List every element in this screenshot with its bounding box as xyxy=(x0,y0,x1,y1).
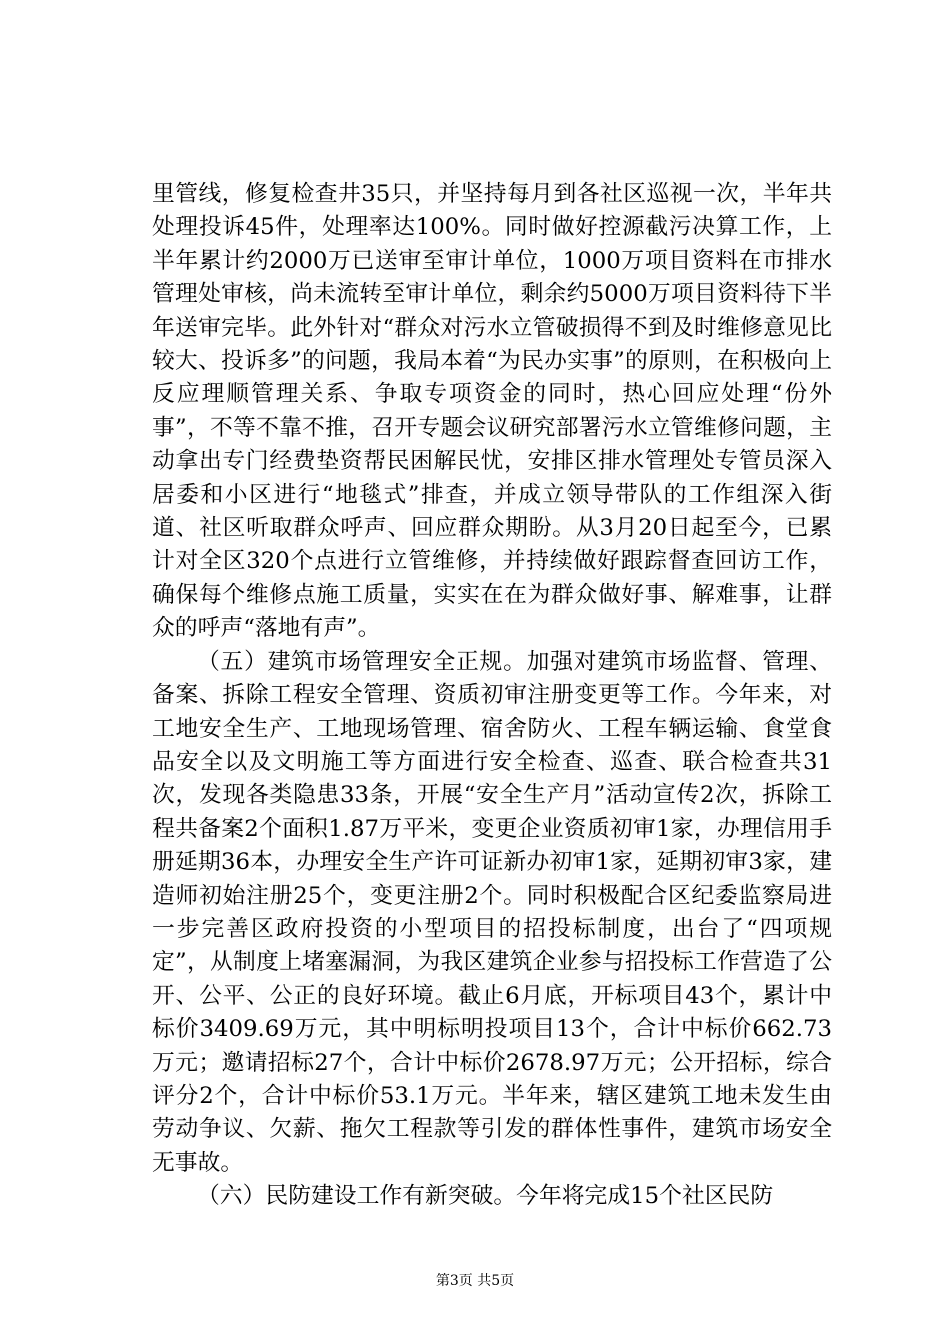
document-body xyxy=(152,178,832,1214)
paragraph-section-six: （六）民防建设工作有新突破。今年将完成15个社区民防 xyxy=(197,1183,774,1210)
paragraph-continuation: 里管线，修复检查井35只，并坚持每月到各社区巡视一次，半年共处理投诉45件，处理率达100%。同时做好控源截污决算工作，上半年累计约2000万已送审至审计单位，1000万项目资料在市排水管理处审核，尚未流转至审计单位，剩余约5000万项目资料待下半年送审完毕。此外针对“群众对污水立管破损得不到及时维修意见比较大、投诉多”的问题，我局本着“为民办实事”的原则，在积极向上反应理顺管理关系、争取专项资金的同时，热心回应处理“份外事”，不等不靠不推，召开专题会议研究部署污水立管维修问题，主动拿出专门经费垫资帮民困解民忧，安排区排水管理处专管员深入居委和小区进行“地毯式”排查，并成立领导带队的工作组深入街道、社区听取群众呼声、回应群众期盼。从3月20日起至今，已累计对全区320个点进行立管维修，并持续做好跟踪督查回访工作，确保每个维修点施工质量，实实在在为群众做好事、解难事，让群众的呼声“落地有声”。 xyxy=(152,181,832,642)
paragraph-section-five: （五）建筑市场管理安全正规。加强对建筑市场监督、管理、备案、拆除工程安全管理、资质初审注册变更等工作。今年来，对工地安全生产、工地现场管理、宿舍防火、工程车辆运输、食堂食品安全以及文明施工等方面进行安全检查、巡查、联合检查共31次，发现各类隐患33条，开展“安全生产月”活动宣传2次，拆除工程共备案2个面积1.87万平米，变更企业资质初审1家，办理信用手册延期36本，办理安全生产许可证新办初审1家，延期初审3家，建造师初始注册25个，变更注册2个。同时积极配合区纪委监察局进一步完善区政府投资的小型项目的招投标制度，出台了“四项规定”，从制度上堵塞漏洞，为我区建筑企业参与招投标工作营造了公开、公平、公正的良好环境。截止6月底，开标项目43个，累计中标价3409.69万元，其中明标明投项目13个，合计中标价662.73万元；邀请招标27个，合计中标价2678.97万元；公开招标，综合评分2个，合计中标价53.1万元。半年来，辖区建筑工地未发生由劳动争议、欠薪、拖欠工程款等引发的群体性事件，建筑市场安全无事故。 xyxy=(152,648,832,1176)
page-number-footer: 第3页 共5页 xyxy=(435,1273,515,1289)
